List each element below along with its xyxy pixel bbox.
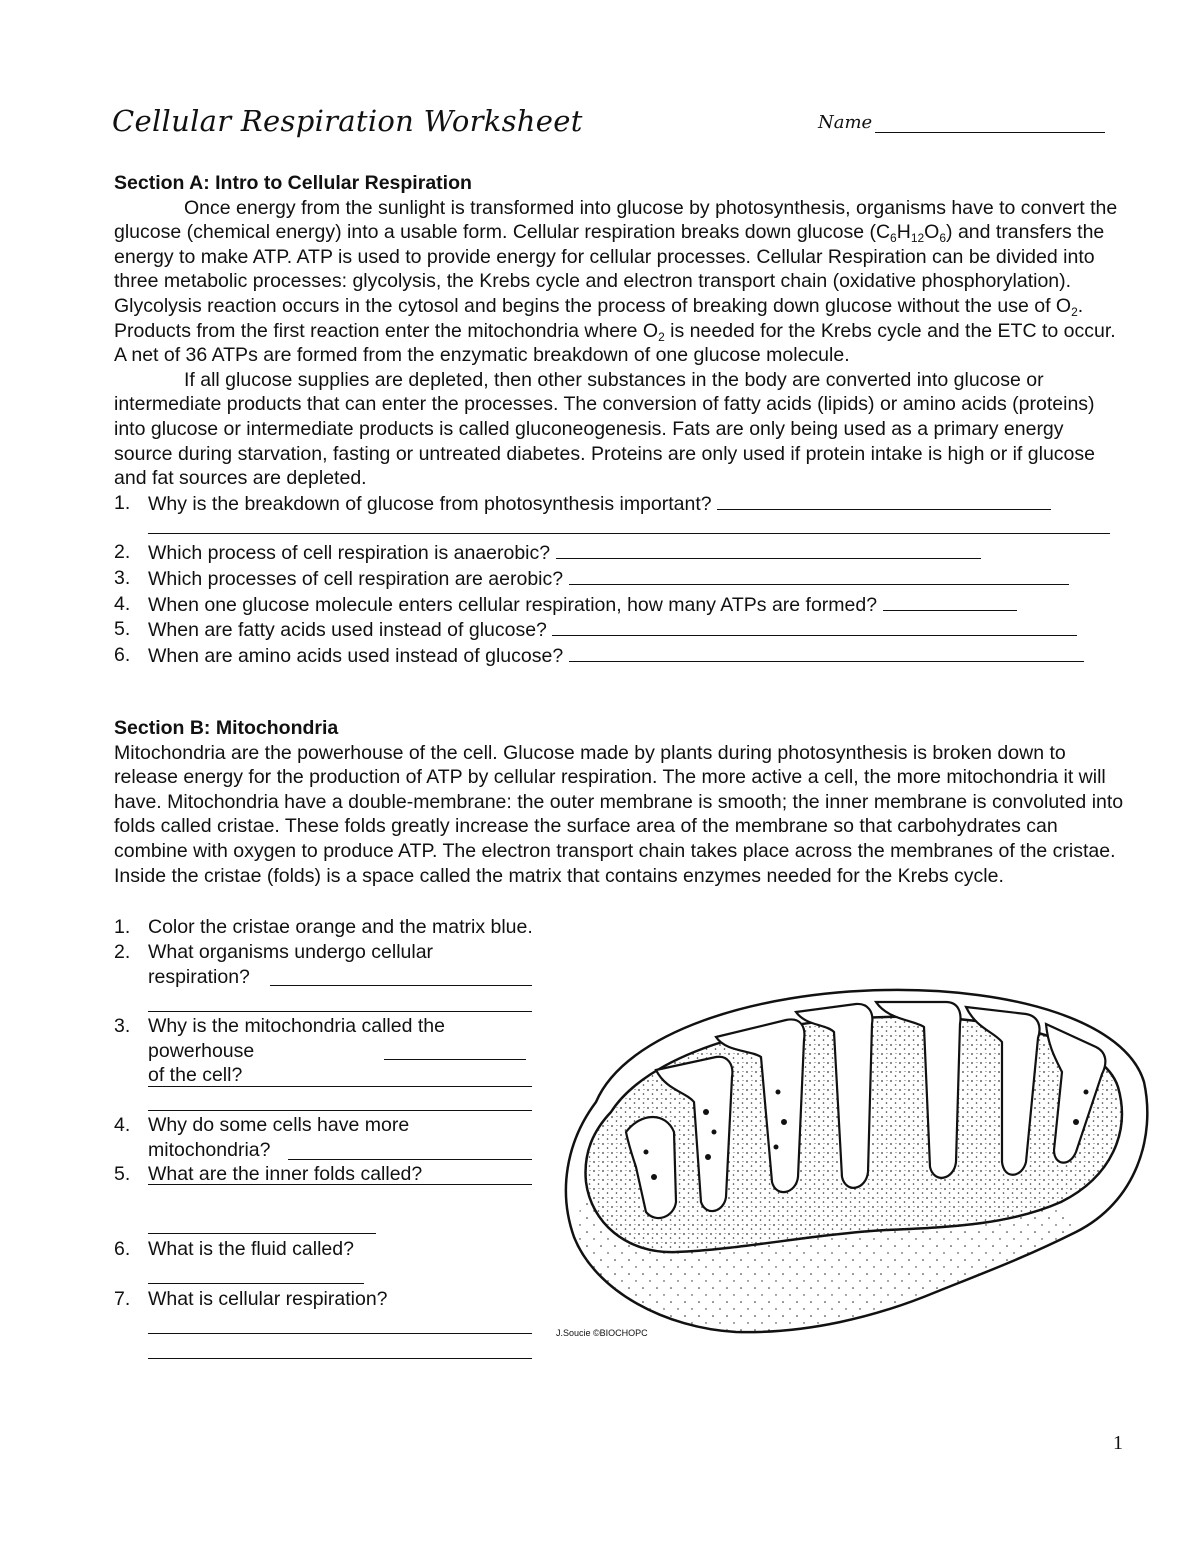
section-a <box>114 171 1124 668</box>
answer-a6-blank[interactable] <box>569 643 1084 662</box>
question-a4: 4. When one glucose molecule enters cellular respiration, how many ATPs are formed? <box>114 592 1124 618</box>
mitochondrion-diagram <box>556 962 1154 1352</box>
answer-b3-line-1[interactable] <box>384 1059 526 1060</box>
answer-b6-line[interactable] <box>148 1283 364 1284</box>
answer-a2-blank[interactable] <box>556 540 981 559</box>
answer-b7-line-2[interactable] <box>148 1358 532 1359</box>
answer-b2-line-2[interactable] <box>148 1011 532 1012</box>
question-a1-continued <box>114 516 1124 540</box>
answer-a3-blank[interactable] <box>569 566 1069 585</box>
question-a6: 6. When are amino acids used instead of glucose? <box>114 643 1124 669</box>
answer-a5-blank[interactable] <box>552 617 1077 636</box>
section-a-heading: Section A: Intro to Cellular Respiration <box>114 172 472 194</box>
section-b-heading: Section B: Mitochondria <box>114 717 339 739</box>
section-a-paragraph-1: Once energy from the sunlight is transformed into glucose by photosynthesis, organisms have to convert the glucose (chemical energy) into a usable form. Cellular respiration breaks down glucose $(C_6H_{12}O_6)$ and transfers the energy to make ATP. ATP is used to provide energy for cellular processes. Cellular Respiration can be divided into three metabolic processes: glycolysis, the Krebs cycle and electron transport chain (oxidative phosphorylation). Glycolysis reaction occurs in the cytosol and begins the process of breaking down glucose without the use of $O_2$. Products from the first reaction enter the mitochondria where $O_2$ is needed for the Krebs cycle and the ETC to occur. A net of 36 ATPs are formed from the enzymatic breakdown of one glucose molecule. <box>114 196 1118 367</box>
answer-a4-blank[interactable] <box>883 592 1017 611</box>
diagram-credit: J.Soucie ©BIOCHOPC <box>556 1328 648 1338</box>
question-a5: 5. When are fatty acids used instead of glucose? <box>114 617 1124 643</box>
section-a-paragraph-2: If all glucose supplies are depleted, then other substances in the body are converted into glucose or intermediate products that can enter the processes. The conversion of fatty acids (lipids) or amino acids (proteins) into glucose or intermediate products is called gluconeogenesis. Fats are only being used as a primary energy source during starvation, fasting or untreated diabetes. Proteins are only used if protein intake is high or if glucose and fat sources are depleted. <box>114 368 1095 490</box>
answer-b3-line-2[interactable] <box>148 1086 532 1087</box>
name-field-line[interactable] <box>875 132 1105 133</box>
page-number: 1 <box>1113 1432 1123 1454</box>
answer-a1-blank[interactable] <box>717 491 1051 510</box>
answer-b5-line[interactable] <box>148 1233 376 1234</box>
name-label: Name <box>818 112 873 133</box>
question-a3: 3. Which processes of cell respiration are aerobic? <box>114 566 1124 592</box>
worksheet-title: Cellular Respiration Worksheet <box>112 104 583 138</box>
worksheet-page: Cellular Respiration Worksheet Name Section A: Intro to Cellular Respiration Once energy from the sunlight is transformed into glucose by photosynthesis, organisms have to convert the glucose (chemical energy) into a usable form. Cellular respiration breaks down glucose $(C_6H_{12}O_6)$ and transfers the energy to make ATP. ATP is used to provide energy for cellular processes. Cellular Respiration can be divided into three metabolic processes: glycolysis, the Krebs cycle and electron transport chain (oxidative phosphorylation). Glycolysis reaction occurs in the cytosol and begins the process of breaking down glucose without the use of $O_2$. Products from the first reaction enter the mitochondria where $O_2$ is needed for the Krebs cycle and the ETC to occur. A net of 36 ATPs are formed from the enzymatic breakdown of one glucose molecule. If all glucose supplies are depleted, then other substances in the body are converted into glucose or intermediate products that can enter the processes. The conversion of fatty acids (lipids) or amino acids (proteins) into glucose or intermediate products is called gluconeogenesis. Fats are only being used as a primary energy source during starvation, fasting or untreated diabetes. Proteins are only used if protein intake is high or if glucose and fat sources are depleted. 1. Why is the breakdown of glucose from photosynthesis important? 2. Which process of cell respiration is anaerobic? 3. Which processes of cell respiration are aerobic? 4. When one glucose molecule enters cellular respiration, how many ATPs are formed? 5. When are fatty acids used instead of glucose? 6. When are amino acids used instead of glucose? Section B: Mitochondria Mitochondria are the powerhouse of the cell. Glucose made by plants during photosynthesis is broken down to release energy for the production of ATP by cellular respiration. The more active a cell, the more mitochondria it will have. Mitochondria have a double-membrane: the outer membrane is smooth; the inner membrane is convoluted into folds called cristae. These folds greatly increase the surface area of the membrane so that carbohydrates can combine with oxygen to produce ATP. The electron transport chain takes place across the membranes of the cristae. Inside the cristae (folds) is a space called the matrix that contains enzymes needed for the Krebs cycle. 1. Color the cristae orange and the matrix blue. 2. What organisms undergo cellular respiration? 3. Why is the mitochondria called the powerhouse of the cell? 4. Why do some cells have more mitochondria? 5. What are the inner folds called? 6. What is the fluid called? 7. What is cellular respiration? J.Soucie ©BIOCHOPC 1 <box>0 0 1200 1553</box>
question-a2: 2. Which process of cell respiration is anaerobic? <box>114 540 1124 566</box>
section-b <box>114 716 1124 888</box>
answer-b3-line-3[interactable] <box>148 1110 532 1111</box>
question-a1: 1. Why is the breakdown of glucose from photosynthesis important? <box>114 491 1124 517</box>
answer-b4-line-1[interactable] <box>288 1159 532 1160</box>
answer-b2-line-1[interactable] <box>270 985 532 986</box>
answer-a1-line-2[interactable] <box>148 516 1110 534</box>
section-b-paragraph: Mitochondria are the powerhouse of the cell. Glucose made by plants during photosynthesis is broken down to release energy for the production of ATP by cellular respiration. The more active a cell, the more mitochondria it will have. Mitochondria have a double-membrane: the outer membrane is smooth; the inner membrane is convoluted into folds called cristae. These folds greatly increase the surface area of the membrane so that carbohydrates can combine with oxygen to produce ATP. The electron transport chain takes place across the membranes of the cristae. Inside the cristae (folds) is a space called the matrix that contains enzymes needed for the Krebs cycle. <box>114 741 1124 887</box>
answer-b7-line-1[interactable] <box>148 1333 532 1334</box>
